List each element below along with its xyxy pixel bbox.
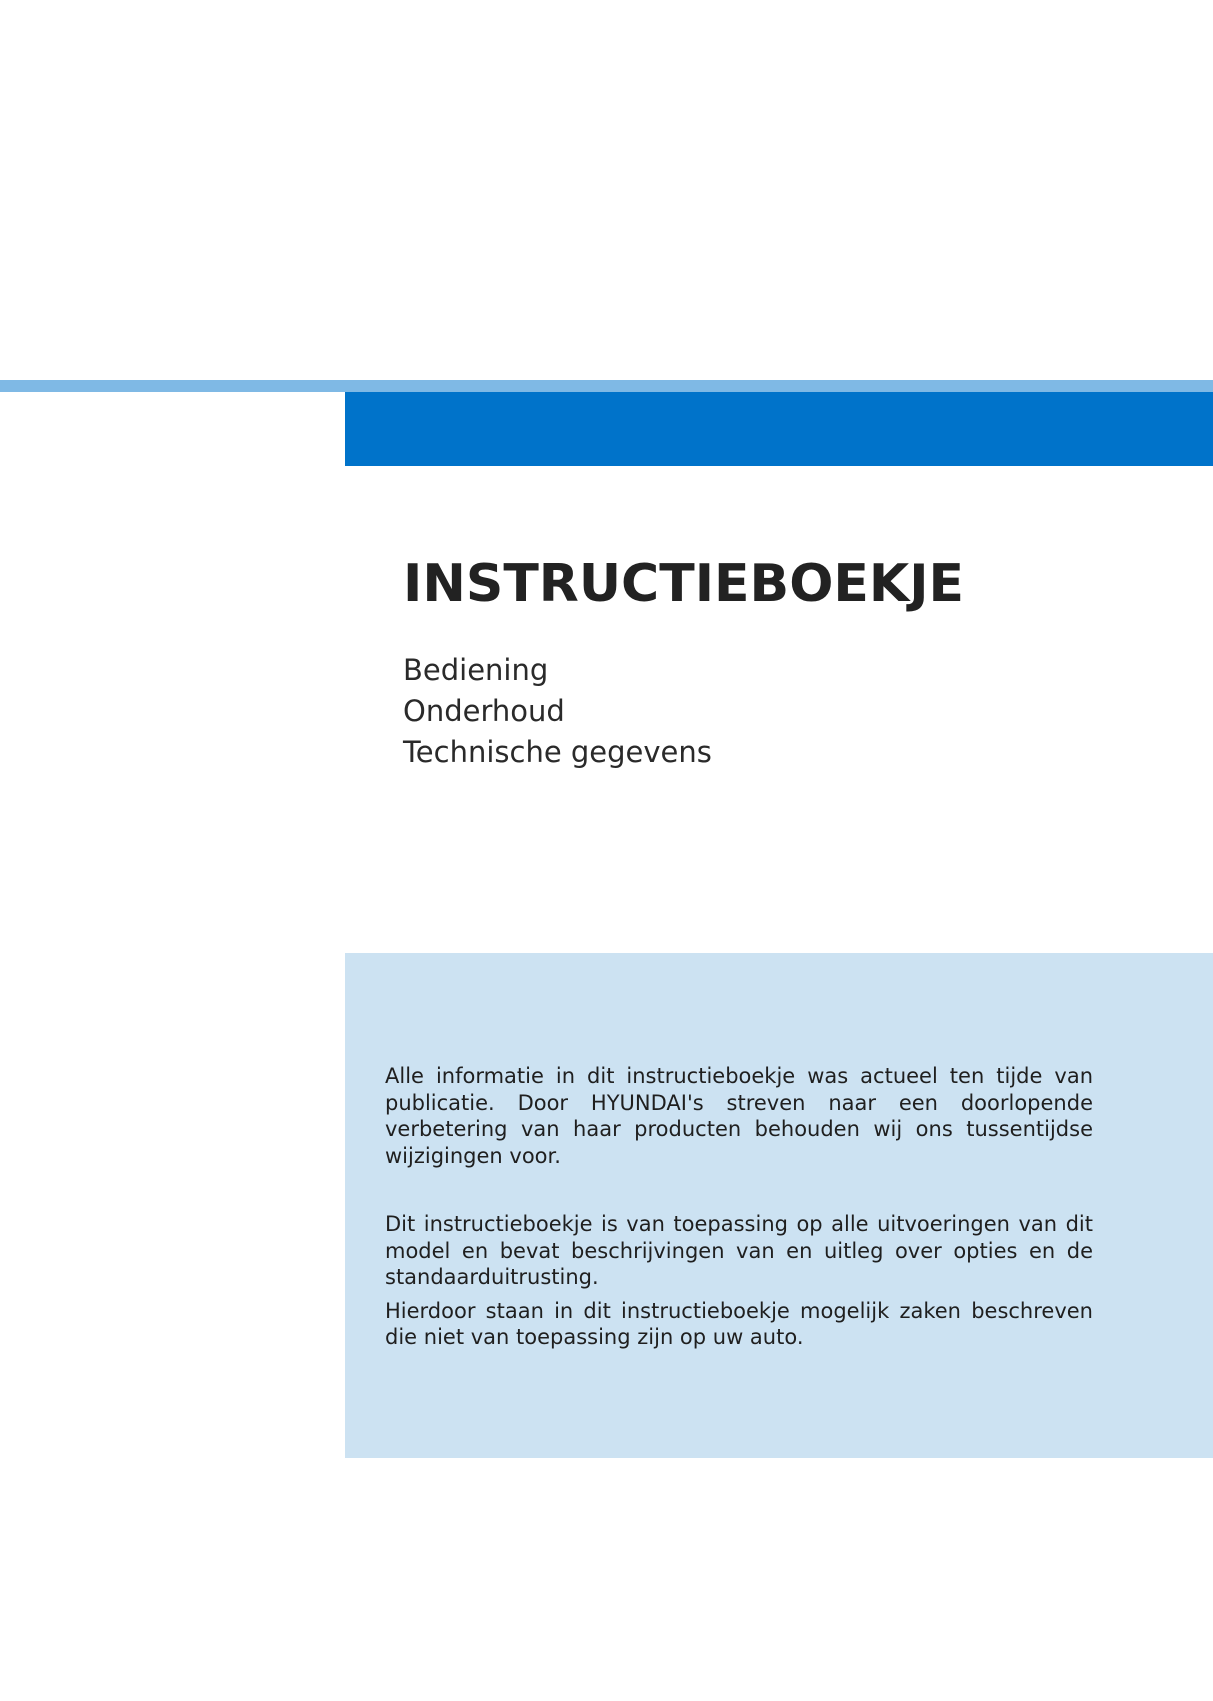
subtitle-list xyxy=(403,650,712,773)
page-title: INSTRUCTIEBOEKJE xyxy=(403,554,965,614)
header-blue-block xyxy=(345,392,1213,466)
notice-box xyxy=(345,953,1213,1458)
notice-paragraph: Hierdoor staan in dit instructieboekje mogelijk zaken beschreven die niet van toepassing zijn op uw auto. xyxy=(385,1298,1093,1349)
subtitle-item: Onderhoud xyxy=(403,694,565,728)
notice-paragraph: Alle informatie in dit instructieboekje was actueel ten tijde van publicatie. Door HYUNDAI's streven naar een doorlopende verbetering van haar producten behouden wij ons tussentijdse wijzigingen voor. xyxy=(385,1064,1093,1168)
top-light-blue-stripe xyxy=(0,380,1213,392)
subtitle-item: Bediening xyxy=(403,653,549,687)
subtitle-item: Technische gegevens xyxy=(403,735,712,769)
notice-paragraph: Dit instructieboekje is van toepassing op alle uitvoeringen van dit model en bevat beschrijvingen van en uitleg over opties en de standaarduitrusting. xyxy=(385,1212,1093,1289)
